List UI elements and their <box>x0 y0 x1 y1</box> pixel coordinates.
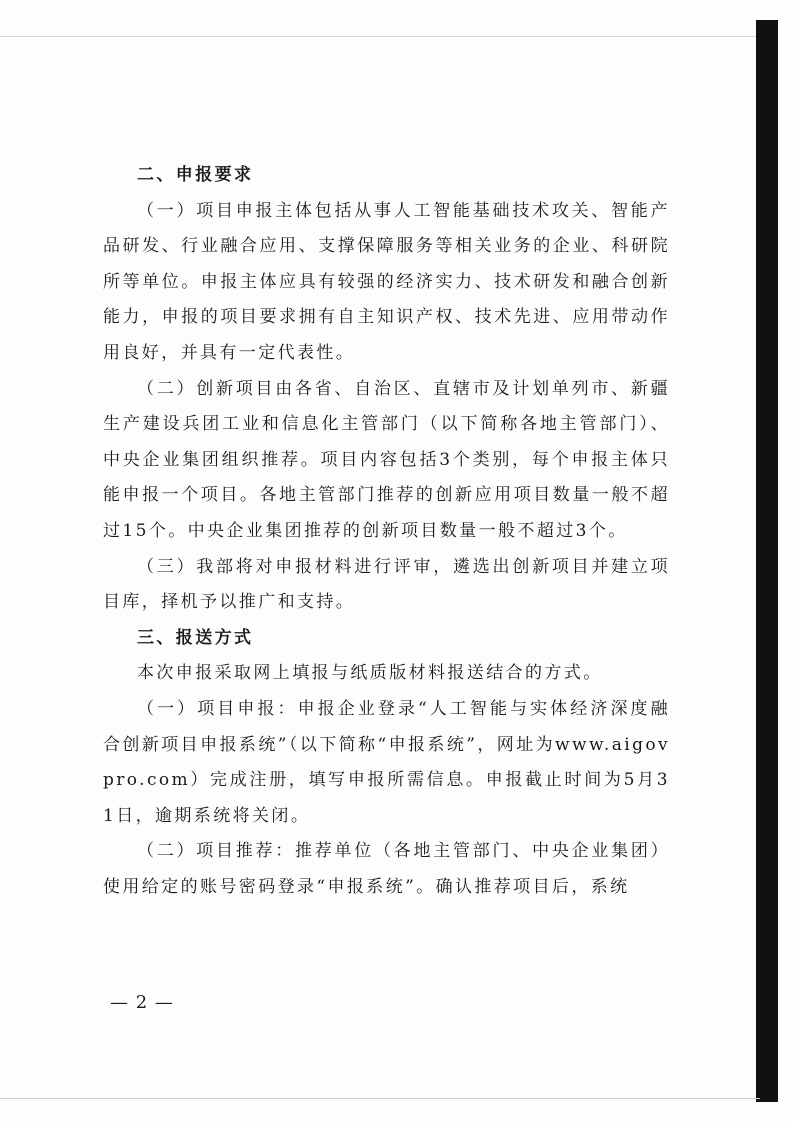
section-heading-requirements: 二、申报要求 <box>137 165 254 185</box>
paragraph-recommendation: （二）创新项目由各省、自治区、直辖市及计划单列市、新疆生产建设兵团工业和信息化主管部门（以下简称各地主管部门）、中央企业集团组织推荐。项目内容包括3个类别，每个申报主体只能申报一个项目。各地主管部门推荐的创新应用项目数量一般不超过15个。中央企业集团推荐的创新项目数量一般不超过3个。 <box>103 378 670 541</box>
paragraph-applicant-scope: （一）项目申报主体包括从事人工智能基础技术攻关、智能产品研发、行业融合应用、支撑保障服务等相关业务的企业、科研院所等单位。申报主体应具有较强的经济实力、技术研发和融合创新能力，申报的项目要求拥有自主知识产权、技术先进、应用带动作用良好，并具有一定代表性。 <box>103 200 670 363</box>
scan-edge-bottom <box>0 1098 760 1099</box>
paragraph-project-recommendation: （二）项目推荐：推荐单位（各地主管部门、中央企业集团）使用给定的账号密码登录“申报系统”。确认推荐项目后，系统 <box>103 841 670 897</box>
paragraph-review: （三）我部将对申报材料进行评审，遴选出创新项目并建立项目库，择机予以推广和支持。 <box>103 556 670 613</box>
scan-edge-top <box>0 36 760 37</box>
paragraph-submission-method: 本次申报采取网上填报与纸质版材料报送结合的方式。 <box>137 663 603 684</box>
page-number: — 2 — <box>110 992 174 1013</box>
paragraph-online-application: （一）项目申报：申报企业登录“人工智能与实体经济深度融合创新项目申报系统”（以下简称“申报系统”，网址为www.aigovpro.com）完成注册，填写申报所需信息。申报截止时间为5月31日，逾期系统将关闭。 <box>103 698 670 826</box>
document-body <box>103 158 670 905</box>
section-heading-submission: 三、报送方式 <box>137 627 254 648</box>
scan-edge-right <box>756 20 778 1102</box>
